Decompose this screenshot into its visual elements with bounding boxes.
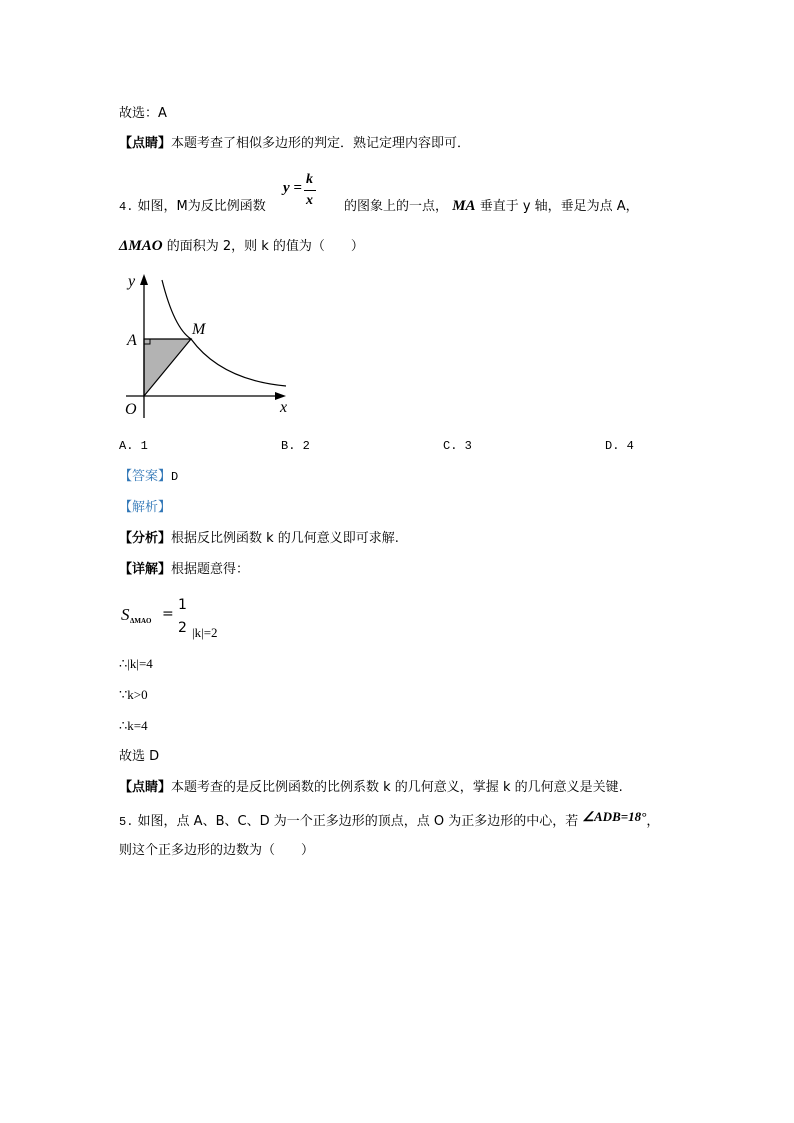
q4-choice: 故选 D <box>119 749 160 764</box>
half-numerator: 1 <box>178 597 187 613</box>
fenxi-label: 【分析】 <box>119 531 172 546</box>
option-a <box>119 439 148 453</box>
prev-choice <box>119 106 167 122</box>
q5-text2: ， <box>646 814 660 829</box>
hyperbola-figure <box>116 268 296 424</box>
note-label: 【点睛】 <box>119 136 172 151</box>
equals-sign: = <box>162 606 174 622</box>
option-b-label: B. <box>281 439 296 453</box>
label-a: A <box>127 332 137 349</box>
q4-text2: 的图象上的一点， <box>344 199 449 214</box>
q4-line1 <box>119 198 639 215</box>
angle-adb: ∠ADB=18° <box>582 809 647 824</box>
label-y: y <box>128 273 136 290</box>
fenxi-text: 根据反比例函数 k 的几何意义即可求解. <box>171 531 399 546</box>
q4-note-text: 本题考查的是反比例函数的比例系数 k 的几何意义，掌握 k 的几何意义是关键. <box>171 780 623 795</box>
q4-number: 4. <box>119 200 134 214</box>
half-denominator: 2 <box>178 620 187 636</box>
shaded-triangle <box>144 339 191 396</box>
step-3: ∴k=4 <box>119 718 148 733</box>
option-c-value: 3 <box>464 439 472 453</box>
option-b-value: 2 <box>302 439 310 453</box>
formula-y: y = <box>283 180 302 196</box>
detail-line <box>119 562 249 578</box>
answer-line <box>119 469 178 485</box>
formula-denominator: x <box>306 193 313 208</box>
q5-line1 <box>119 809 660 830</box>
label-o: O <box>125 401 137 418</box>
step-1: ∴|k|=4 <box>119 656 153 671</box>
fenxi-line <box>119 531 399 547</box>
q4-text4: 的面积为 2，则 k 的值为（ ） <box>166 239 364 254</box>
eq-tail: |k|=2 <box>192 625 218 640</box>
q4-text3: 垂直于 y 轴，垂足为点 A， <box>479 199 639 214</box>
step-2: ∵k>0 <box>119 687 148 702</box>
q5-text1: 如图，点 A、B、C、D 为一个正多边形的顶点，点 O 为正多边形的中心，若 <box>137 814 579 829</box>
option-d-label: D. <box>605 439 620 453</box>
option-a-label: A. <box>119 439 134 453</box>
fraction-bar <box>304 190 316 191</box>
option-d <box>605 439 634 453</box>
note-text: 本题考查了相似多边形的判定．熟记定理内容即可． <box>171 136 471 151</box>
q4-note-label: 【点睛】 <box>119 780 172 795</box>
option-c-label: C. <box>443 439 458 453</box>
ma-label: MA <box>452 198 476 214</box>
answer-value: D <box>171 470 179 484</box>
option-a-value: 1 <box>140 439 148 453</box>
label-m: M <box>192 321 206 338</box>
s-subscript: ΔMAO <box>130 617 152 625</box>
y-arrow-icon <box>140 274 148 285</box>
formula-numerator: k <box>306 172 313 187</box>
option-c <box>443 439 472 453</box>
option-d-value: 4 <box>626 439 634 453</box>
detail-text: 根据题意得： <box>171 562 250 577</box>
q5-number: 5. <box>119 815 134 829</box>
hyperbola-curve <box>162 280 286 386</box>
prev-note <box>119 136 470 152</box>
triangle-label: ΔMAO <box>119 238 163 254</box>
analysis-heading <box>119 500 171 516</box>
q4-text1: 如图，M为反比例函数 <box>137 199 266 214</box>
q4-note <box>119 780 623 796</box>
s-symbol: S <box>121 605 130 624</box>
analysis-label: 【解析】 <box>119 500 172 515</box>
label-x: x <box>280 399 288 416</box>
q5-line2: 则这个正多边形的边数为（ ） <box>119 843 315 858</box>
option-b <box>281 439 310 453</box>
answer-label: 【答案】 <box>119 469 172 484</box>
q4-line2 <box>119 238 364 255</box>
prev-choice-text: 故选：A <box>119 106 167 121</box>
detail-label: 【详解】 <box>119 562 172 577</box>
